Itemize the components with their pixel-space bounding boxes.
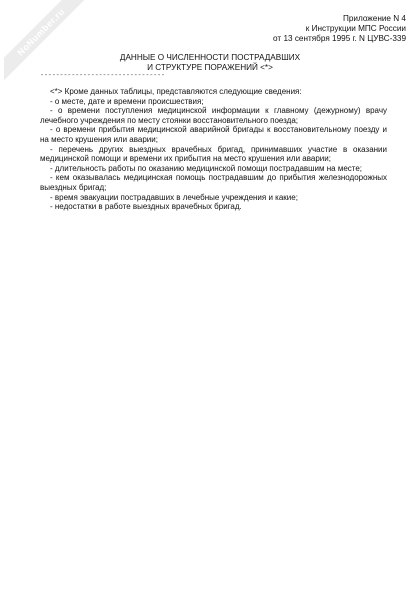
appendix-instruction: к Инструкции МПС России [305,24,406,33]
footnote-intro: <*> Кроме данных таблицы, представляются следующие сведения: [50,87,302,96]
footnote-item: - недостатки в работе выездных врачебных бригад. [50,202,242,212]
appendix-date: от 13 сентября 1995 г. N ЦУВС-339 [273,34,406,43]
watermark-text: NoNumber.ru [4,0,84,80]
footnote-item: - о месте, дате и времени происшествия; [50,96,204,106]
footnote-item: - о времени прибытия медицинской аварийной бригады к восстановительному поезду и на место крушения или аварии; [40,125,387,144]
appendix-header [273,14,406,44]
footnote-item: - о времени поступления медицинской информации к главному (дежурному) врачу лечебного учреждения по месту стоянки восстановительного поезда; [40,106,387,125]
footnote-item: - длительность работы по оказанию медицинской помощи пострадавшим на месте; [50,163,363,173]
footnote-body [40,87,387,212]
title-line-1: ДАННЫЕ О ЧИСЛЕННОСТИ ПОСТРАДАВШИХ [119,53,301,62]
appendix-number: Приложение N 4 [342,14,406,23]
footnote-divider: -------------------------------- [40,72,165,80]
footnote-item: - время эвакуации пострадавших в лечебные учреждения и какие; [50,192,298,202]
title-line-2: И СТРУКТУРЕ ПОРАЖЕНИЙ <*> [147,63,273,72]
footnote-item: - кем оказывалась медицинская помощь пострадавшим до прибытия железнодорожных выездных бригад; [40,173,387,192]
document-title [0,53,420,73]
footnote-item: - перечень других выездных врачебных бригад, принимавших участие в оказании медицинской помощи и времени их прибытия на место крушения или аварии; [40,144,387,164]
